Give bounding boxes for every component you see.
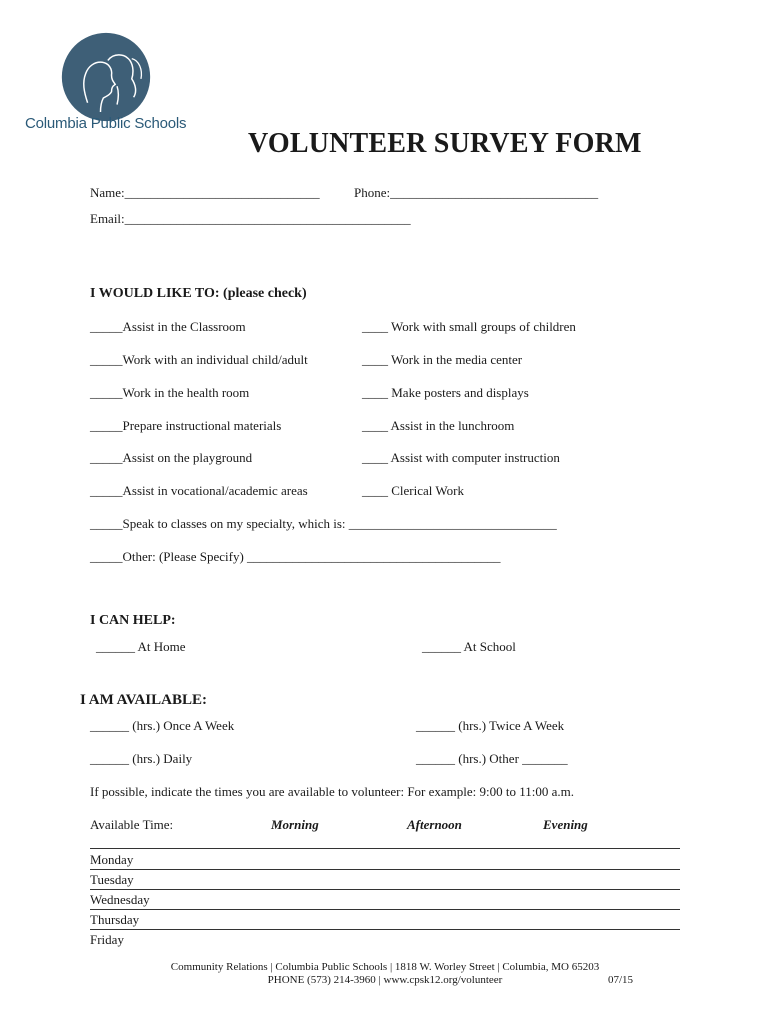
help-at-home-option[interactable]: ______ At Home: [96, 639, 186, 654]
speak-specialty-field[interactable]: _____Speak to classes on my specialty, which is: ________________________________: [90, 516, 557, 531]
daily-field[interactable]: ______ (hrs.) Daily: [90, 751, 193, 766]
checkbox-option[interactable]: _____Work in the health room: [90, 385, 250, 400]
can-help-heading: I CAN HELP:: [90, 613, 176, 628]
schedule-rule: [90, 909, 680, 910]
checkbox-option[interactable]: _____Assist in vocational/academic areas: [90, 483, 308, 498]
help-at-school-option[interactable]: ______ At School: [422, 639, 516, 654]
other-specify-field[interactable]: _____Other: (Please Specify) _______________________________________: [90, 549, 501, 564]
checkbox-option[interactable]: ____ Clerical Work: [362, 483, 464, 498]
day-row-friday[interactable]: Friday: [90, 932, 124, 947]
day-row-monday[interactable]: Monday: [90, 852, 134, 867]
availability-instruction: If possible, indicate the times you are available to volunteer: For example: 9:00 to 11:00 a.m.: [90, 784, 575, 799]
day-row-thursday[interactable]: Thursday: [90, 912, 140, 927]
checkbox-option[interactable]: ____ Work in the media center: [362, 352, 523, 367]
phone-field[interactable]: Phone:________________________________: [354, 185, 599, 200]
footer-contact: PHONE (573) 214-3960 | www.cpsk12.org/volunteer: [267, 974, 503, 986]
email-field[interactable]: Email:____________________________________________: [90, 211, 411, 226]
column-morning: Morning: [271, 817, 319, 832]
checkbox-option[interactable]: ____ Make posters and displays: [362, 385, 529, 400]
available-heading: I AM AVAILABLE:: [80, 692, 207, 708]
other-hours-field[interactable]: ______ (hrs.) Other _______: [416, 751, 568, 766]
checkbox-option[interactable]: _____Work with an individual child/adult: [90, 352, 308, 367]
checkbox-option[interactable]: _____Prepare instructional materials: [90, 418, 282, 433]
checkbox-option[interactable]: ____ Assist with computer instruction: [362, 450, 560, 465]
logo-org-name: Columbia Public Schools: [25, 115, 187, 132]
form-revision-code: 07/15: [608, 974, 634, 986]
checkbox-option[interactable]: ____ Assist in the lunchroom: [362, 418, 515, 433]
checkbox-option[interactable]: ____ Work with small groups of children: [362, 319, 576, 334]
day-row-wednesday[interactable]: Wednesday: [90, 892, 150, 907]
schedule-rule: [90, 869, 680, 870]
column-afternoon: Afternoon: [407, 817, 462, 832]
name-field[interactable]: Name:______________________________: [90, 185, 320, 200]
page-title: VOLUNTEER SURVEY FORM: [248, 128, 642, 159]
twice-week-field[interactable]: ______ (hrs.) Twice A Week: [416, 718, 565, 733]
schedule-rule: [90, 848, 680, 849]
would-like-heading: I WOULD LIKE TO: (please check): [90, 286, 307, 301]
checkbox-option[interactable]: _____Assist in the Classroom: [90, 319, 246, 334]
day-row-tuesday[interactable]: Tuesday: [90, 872, 134, 887]
schedule-rule: [90, 889, 680, 890]
column-evening: Evening: [543, 817, 588, 832]
checkbox-option[interactable]: _____Assist on the playground: [90, 450, 253, 465]
two-children-silhouette-logo-icon: [60, 31, 152, 123]
available-time-label: Available Time:: [90, 817, 174, 832]
schedule-rule: [90, 929, 680, 930]
footer-address: Community Relations | Columbia Public Schools | 1818 W. Worley Street | Columbia, MO 65203: [170, 961, 600, 973]
once-week-field[interactable]: ______ (hrs.) Once A Week: [90, 718, 235, 733]
